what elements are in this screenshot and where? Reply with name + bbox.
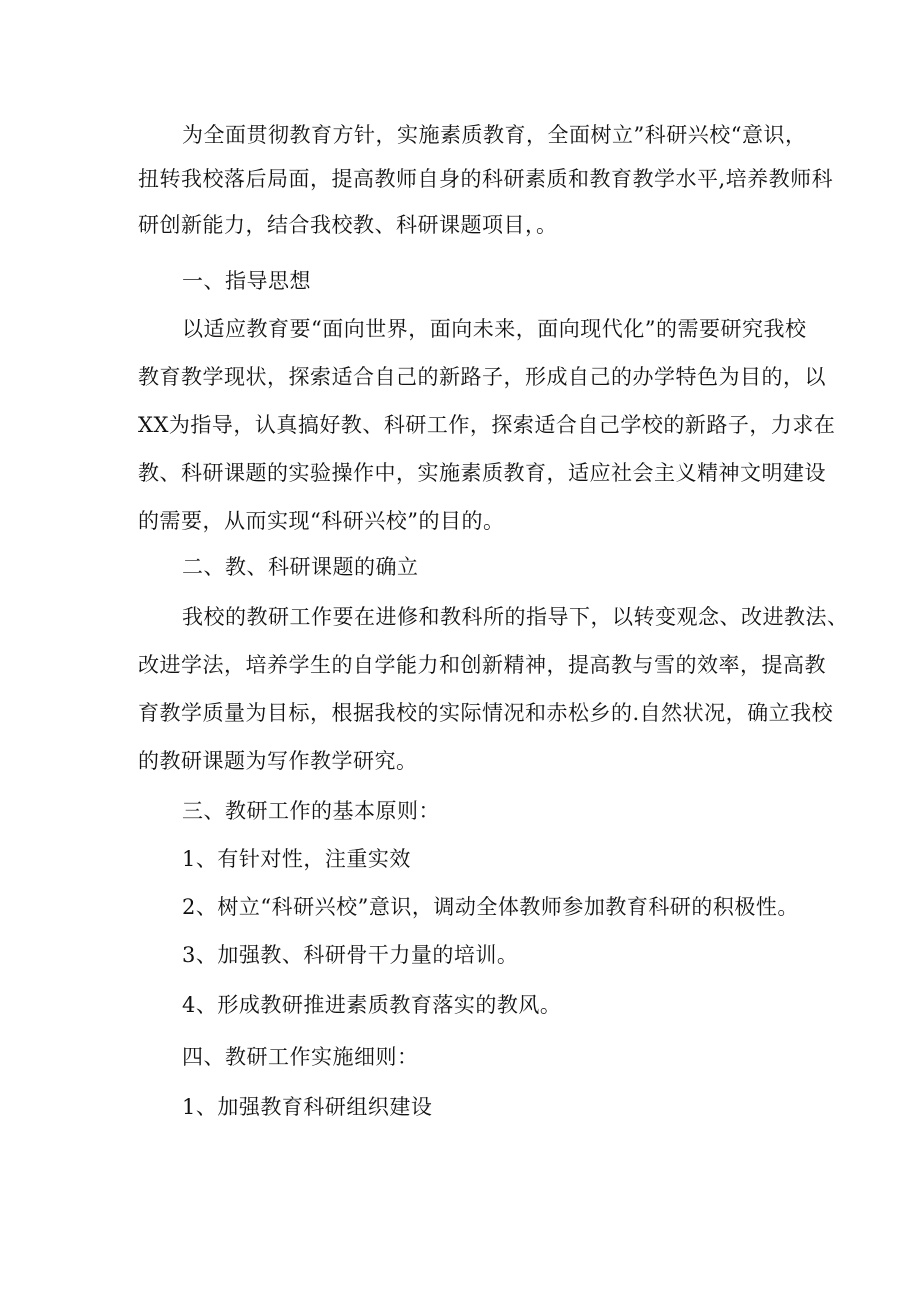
intro-line-1: 为全面贯彻教育方针，实施素质教育，全面树立”科研兴校“意识， [182, 123, 807, 147]
intro-line-3: 研创新能力，结合我校教、科研课题项目，。 [138, 213, 558, 237]
section1-line-3: XX为指导，认真搞好教、科研工作，探索适合自己学校的新路子，力求在 [138, 413, 836, 437]
section2-line-4: 的教研课题为写作教学研究。 [138, 749, 418, 773]
section1-line-1: 以适应教育要“面向世界，面向未来，面向现代化”的需要研究我校 [182, 317, 807, 341]
rule-item-1: 1、加强教育科研组织建设 [182, 1095, 433, 1119]
section2-line-3: 育教学质量为目标，根据我校的实际情况和赤松乡的.自然状况，确立我校 [138, 701, 834, 725]
section1-line-4: 教、科研课题的实验操作中，实施素质教育，适应社会主义精神文明建设 [138, 461, 826, 485]
principle-item-2: 2、树立“科研兴校”意识，调动全体教师参加教育科研的积极性。 [182, 895, 799, 919]
section-heading-implementation-rules: 四、教研工作实施细则： [182, 1045, 419, 1069]
section1-line-5: 的需要，从而实现“科研兴校”的目的。 [138, 509, 505, 533]
section-heading-guiding-thought: 一、指导思想 [182, 269, 311, 293]
section2-line-2: 改进学法，培养学生的自学能力和创新精神，提高教与雪的效率，提高教 [138, 653, 826, 677]
intro-line-2: 扭转我校落后局面，提高教师自身的科研素质和教育教学水平,培养教师科 [138, 167, 834, 191]
principle-item-3: 3、加强教、科研骨干力量的培训。 [182, 943, 519, 967]
section-heading-basic-principles: 三、教研工作的基本原则： [182, 799, 440, 823]
principle-item-1: 1、有针对性，注重实效 [182, 847, 411, 871]
section2-line-1: 我校的教研工作要在进修和教科所的指导下，以转变观念、改进教法、 [182, 605, 849, 629]
principle-item-4: 4、形成教研推进素质教育落实的教风。 [182, 993, 562, 1017]
section-heading-topic-establishment: 二、教、科研课题的确立 [182, 555, 419, 579]
section1-line-2: 教育教学现状，探索适合自己的新路子，形成自己的办学特色为目的，以 [138, 365, 826, 389]
